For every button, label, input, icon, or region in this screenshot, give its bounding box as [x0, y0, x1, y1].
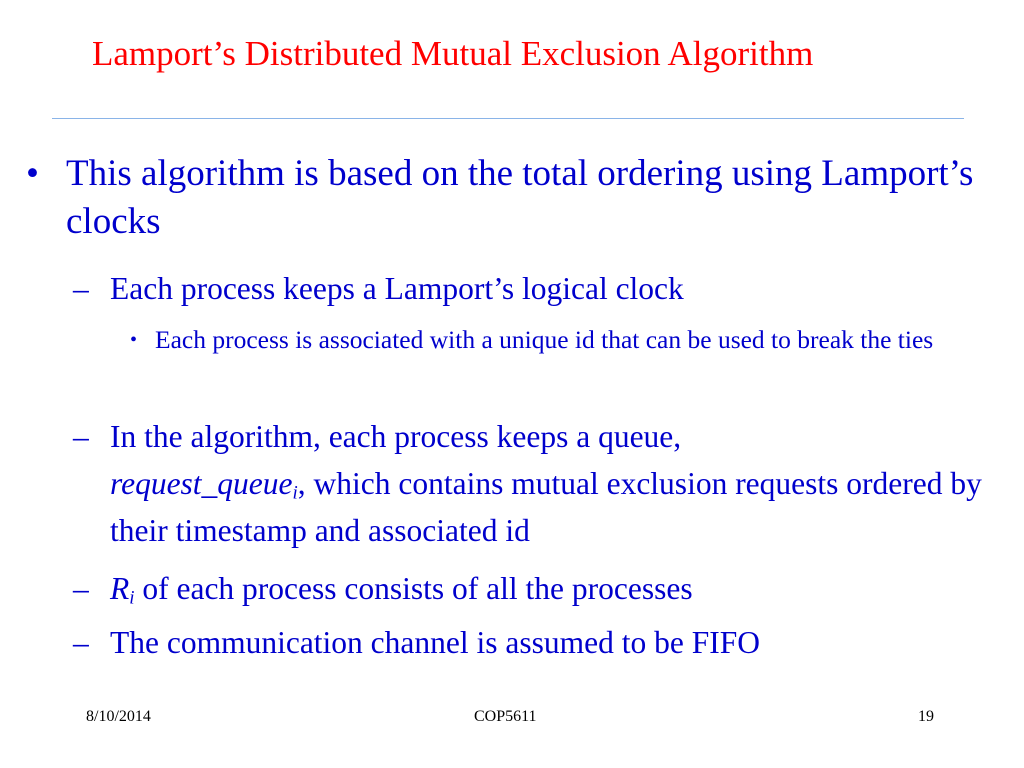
- sub-bullet-queue: [73, 413, 990, 554]
- sub-bullet-fifo-text: The communication channel is assumed to be FIFO: [110, 625, 760, 660]
- slide-title: Lamport’s Distributed Mutual Exclusion Algorithm: [92, 34, 814, 73]
- queue-text-before: In the algorithm, each process keeps a queue,: [110, 419, 682, 454]
- ri-text: of each process consists of all the processes: [134, 571, 693, 606]
- main-bullet-text: This algorithm is based on the total ordering using Lamport’s clocks: [66, 153, 974, 242]
- dash-icon: –: [73, 419, 89, 454]
- dash-icon: –: [73, 625, 89, 660]
- sub-bullet-clock: [73, 265, 990, 312]
- sub-bullet-ri: [73, 565, 990, 612]
- bullet-icon: •: [26, 153, 39, 194]
- sub-sub-bullet-id-text: Each process is associated with a unique id that can be used to break the ties: [155, 325, 934, 354]
- sub-sub-bullet-id: [130, 321, 985, 359]
- ri-variable-subscript: i: [129, 587, 135, 609]
- sub-bullet-clock-text: Each process keeps a Lamport’s logical clock: [110, 271, 684, 306]
- dash-icon: –: [73, 271, 89, 306]
- ri-variable: R: [110, 571, 130, 606]
- footer-page-number: 19: [918, 708, 934, 725]
- bullet-icon: •: [130, 329, 138, 351]
- sub-bullet-fifo: [73, 619, 990, 666]
- dash-icon: –: [73, 571, 89, 606]
- queue-variable: request_queue: [110, 466, 293, 501]
- footer-course: COP5611: [474, 708, 537, 725]
- queue-text-after: , which contains mutual exclusion requests ordered by their timestamp and associated id: [110, 466, 982, 548]
- main-bullet: [26, 150, 1006, 246]
- queue-variable-subscript: i: [292, 482, 298, 504]
- footer-date: 8/10/2014: [86, 708, 151, 725]
